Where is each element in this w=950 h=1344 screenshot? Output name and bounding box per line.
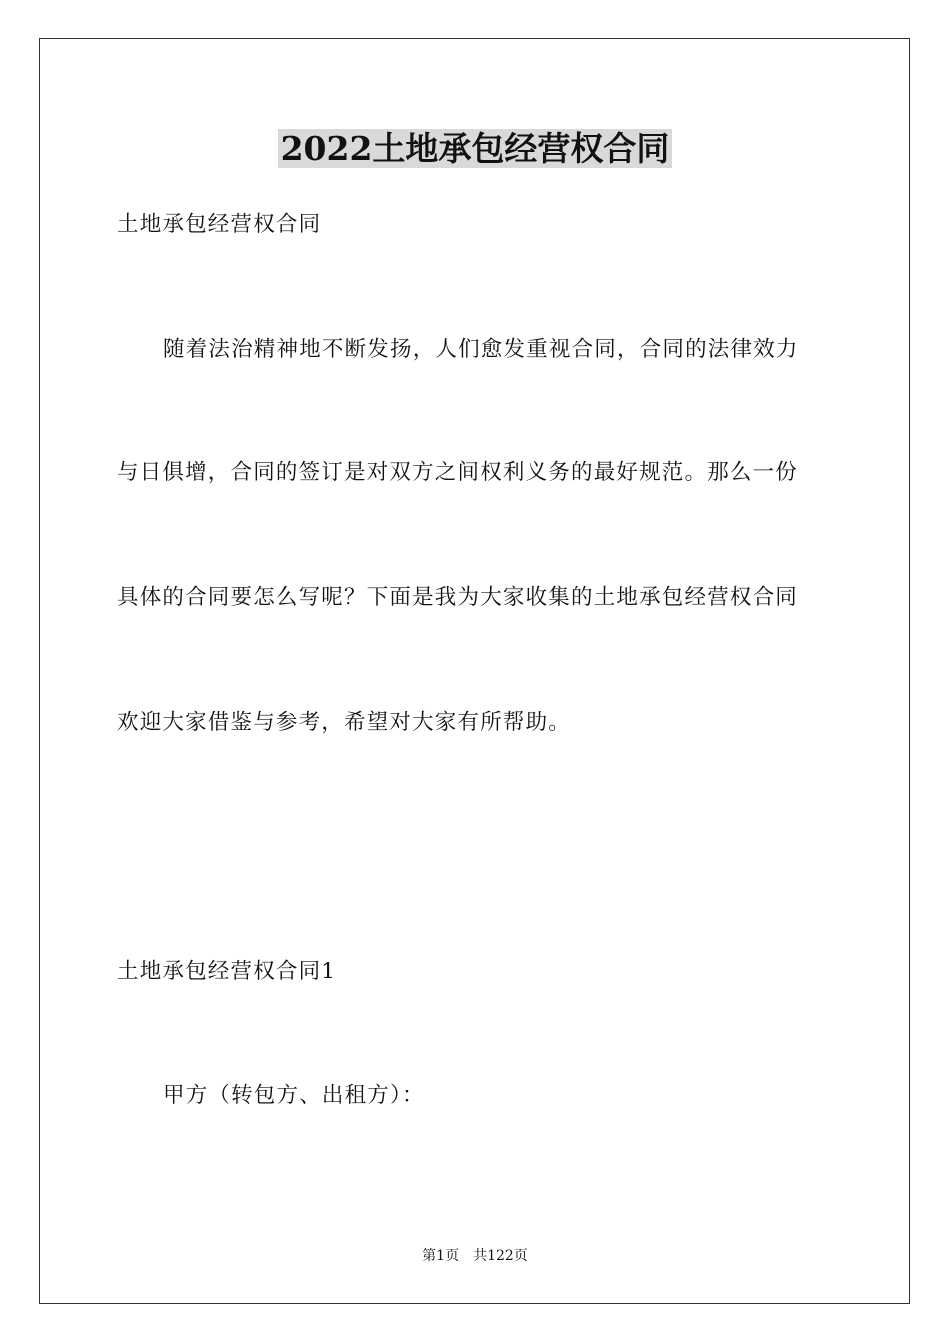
section-heading: 土地承包经营权合同1 (117, 959, 337, 984)
paragraph-line-4: 欢迎大家借鉴与参考，希望对大家有所帮助。 (117, 710, 572, 735)
subtitle-line: 土地承包经营权合同 (117, 212, 322, 237)
party-a-line: 甲方（转包方、出租方）： (163, 1083, 425, 1108)
paragraph-line-3: 具体的合同要怎么写呢？下面是我为大家收集的土地承包经营权合同 (117, 585, 799, 610)
paragraph-line-1: 随着法治精神地不断发扬，人们愈发重视合同，合同的法律效力 (163, 337, 799, 362)
paragraph-line-2: 与日俱增，合同的签订是对双方之间权利义务的最好规范。那么一份 (117, 460, 799, 485)
document-title (0, 126, 950, 172)
document-title-text: 2022土地承包经营权合同 (278, 129, 673, 168)
page-footer: 第1页 共122页 (422, 1248, 528, 1264)
